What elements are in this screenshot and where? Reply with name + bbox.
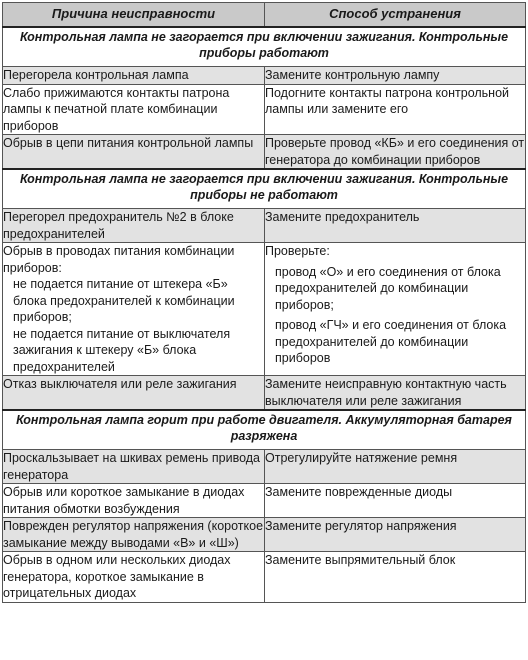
remedy-cell: Замените поврежденные диоды <box>265 484 526 518</box>
table-row <box>3 376 526 411</box>
table-header-row <box>3 3 526 28</box>
cause-sub-item: не подается питание от штекера «Б» блока предохранителей к комбинации приборов; <box>13 277 235 324</box>
cause-cell: Поврежден регулятор напряжения (короткое замыкание между выводами «В» и «Ш») <box>3 519 264 550</box>
cause-cell <box>3 243 265 376</box>
table-row <box>3 518 526 552</box>
cause-sub-item: не подается питание от выключателя зажигания к штекеру «Б» блока предохранителей <box>13 326 231 374</box>
cause-cell: Перегорела контрольная лампа <box>3 67 265 85</box>
remedy-cell: Замените предохранитель <box>265 209 526 243</box>
cause-cell: Слабо прижимаются контакты патрона лампы к печатной плате комбинации приборов <box>3 84 265 135</box>
table-row <box>3 135 526 170</box>
cause-cell: Перегорел предохранитель №2 в блоке предохранителей <box>3 209 265 243</box>
table-row <box>3 209 526 243</box>
cause-cell: Проскальзывает на шкивах ремень привода генератора <box>3 450 265 484</box>
section-title: Контрольная лампа не загорается при включении зажигания. Контрольные приборы работают <box>3 27 526 67</box>
cause-cell: Обрыв в цепи питания контрольной лампы <box>3 135 265 170</box>
section-heading <box>3 410 526 450</box>
remedy-cell: Отрегулируйте натяжение ремня <box>265 450 526 484</box>
cause-main: Обрыв в проводах питания комбинации приборов: <box>3 244 235 275</box>
table-row <box>3 84 526 135</box>
remedy-cell: Замените неисправную контактную часть выключателя или реле зажигания <box>265 376 526 411</box>
table-row <box>3 484 526 518</box>
table-row <box>3 243 526 376</box>
troubleshooting-table <box>2 2 526 603</box>
remedy-sub-item: провод «ГЧ» и его соединения от блока предохранителей до комбинации приборов <box>275 318 507 365</box>
remedy-cell: Замените регулятор напряжения <box>265 518 526 552</box>
table-row <box>3 450 526 484</box>
cause-cell: Обрыв или короткое замыкание в диодах питания обмотки возбуждения <box>3 484 265 518</box>
remedy-sub-item: провод «О» и его соединения от блока предохранителей до комбинации приборов; <box>275 264 501 312</box>
remedy-cell: Замените контрольную лампу <box>265 67 526 85</box>
cause-cell: Обрыв в одном или нескольких диодах генератора, короткое замыкание в отрицательных диодах <box>3 552 265 603</box>
section-heading <box>3 169 526 209</box>
remedy-cell: Замените выпрямительный блок <box>265 552 526 603</box>
header-cause: Причина неисправности <box>3 3 265 28</box>
remedy-cell <box>265 243 526 376</box>
table-row <box>3 552 526 603</box>
remedy-cell: Подогните контакты патрона контрольной лампы или замените его <box>265 84 526 135</box>
section-heading <box>3 27 526 67</box>
remedy-main: Проверьте: <box>265 244 330 258</box>
section-title: Контрольная лампа горит при работе двигателя. Аккумуляторная батарея разряжена <box>3 410 526 450</box>
table-row <box>3 67 526 85</box>
remedy-cell: Проверьте провод «КБ» и его соединения от генератора до комбинации приборов <box>265 135 526 170</box>
cause-cell: Отказ выключателя или реле зажигания <box>3 376 265 411</box>
header-remedy: Способ устранения <box>265 3 526 28</box>
section-title: Контрольная лампа не загорается при включении зажигания. Контрольные приборы не работают <box>3 169 526 209</box>
